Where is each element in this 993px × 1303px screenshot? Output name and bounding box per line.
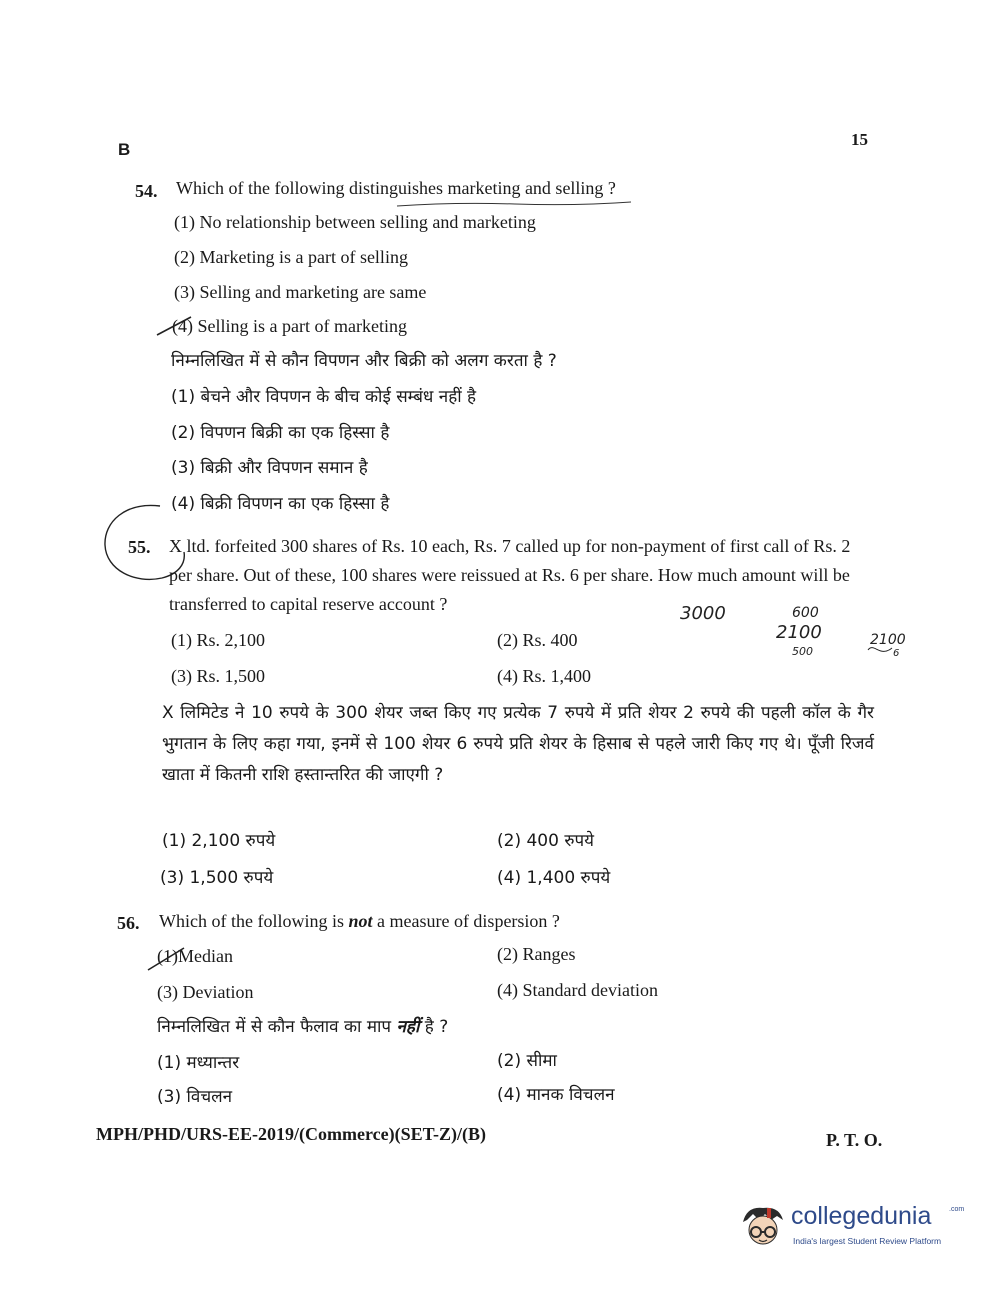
q55-option-1-hi: (1) 2,100 रुपये bbox=[162, 831, 276, 851]
q55-option-2-hi: (2) 400 रुपये bbox=[497, 831, 595, 851]
q56-option-4-hi: (4) मानक विचलन bbox=[497, 1085, 615, 1105]
q54-option-4-en bbox=[172, 316, 407, 337]
brand-tagline: India's largest Student Review Platform bbox=[793, 1236, 942, 1246]
q56-option-3-en: (3) Deviation bbox=[157, 982, 254, 1002]
q56-option-1-text: Median bbox=[178, 946, 233, 966]
q54-option-4-hi: (4) बिक्री विपणन का एक हिस्सा है bbox=[171, 494, 390, 514]
q54-question-en: Which of the following distinguishes marketing and selling ? bbox=[176, 178, 616, 198]
q54-option-1-hi: (1) बेचने और विपणन के बीच कोई सम्बंध नहीं है bbox=[171, 387, 477, 407]
q56-question-emphasis: not bbox=[348, 911, 373, 931]
handwritten-note-1: 3000 bbox=[680, 603, 726, 624]
q56-option-2-hi: (2) सीमा bbox=[497, 1051, 557, 1071]
student-mascot-icon bbox=[737, 1202, 789, 1252]
q55-number: 55. bbox=[128, 537, 151, 557]
handwritten-note-5: 2100 bbox=[870, 632, 906, 648]
tick-mark-icon-2 bbox=[144, 944, 188, 974]
q56-question-hi bbox=[157, 1014, 448, 1037]
q54-option-2-en: (2) Marketing is a part of selling bbox=[174, 247, 408, 267]
handwritten-note-4: 500 bbox=[792, 645, 813, 658]
collegedunia-watermark[interactable] bbox=[737, 1198, 965, 1258]
tick-mark-icon bbox=[155, 313, 195, 339]
page-number: 15 bbox=[851, 130, 868, 149]
series-label: B bbox=[118, 140, 131, 159]
q54-option-1-en: (1) No relationship between selling and marketing bbox=[174, 212, 536, 232]
paper-code: MPH/PHD/URS-EE-2019/(Commerce)(SET-Z)/(B) bbox=[96, 1124, 486, 1144]
handwritten-note-6: 6 bbox=[893, 648, 900, 659]
pto-label: P. T. O. bbox=[826, 1130, 883, 1150]
q54-option-4-text: Selling is a part of marketing bbox=[197, 316, 407, 336]
q54-option-3-hi: (3) बिक्री और विपणन समान है bbox=[171, 458, 368, 478]
q54-option-3-en: (3) Selling and marketing are same bbox=[174, 282, 427, 302]
q55-option-3-hi: (3) 1,500 रुपये bbox=[160, 868, 274, 888]
q55-option-4-en: (4) Rs. 1,400 bbox=[497, 666, 591, 686]
q56-question-post: a measure of dispersion ? bbox=[372, 911, 560, 931]
q56-option-1-number: (1) bbox=[157, 946, 178, 966]
q55-option-4-hi: (4) 1,400 रुपये bbox=[497, 868, 611, 888]
q56-option-1-hi: (1) मध्यान्तर bbox=[157, 1053, 240, 1073]
handwritten-note-2: 600 bbox=[792, 605, 819, 621]
q54-option-4-number: (4) bbox=[172, 316, 193, 336]
q54-underline-mark bbox=[395, 198, 635, 212]
brand-suffix: .com bbox=[949, 1206, 965, 1213]
q56-number: 56. bbox=[117, 913, 140, 933]
q54-question-hi: निम्नलिखित में से कौन विपणन और बिक्री को अलग करता है ? bbox=[171, 351, 557, 371]
brand-name: collegedunia bbox=[791, 1202, 932, 1230]
handwritten-note-3: 2100 bbox=[776, 622, 822, 643]
q56-question-hi-pre: निम्नलिखित में से कौन फैलाव का माप bbox=[157, 1017, 397, 1037]
q55-option-2-en: (2) Rs. 400 bbox=[497, 630, 578, 650]
q56-option-4-en: (4) Standard deviation bbox=[497, 980, 658, 1000]
q55-option-3-en: (3) Rs. 1,500 bbox=[171, 666, 265, 686]
q56-question-pre: Which of the following is bbox=[159, 911, 349, 931]
q55-question-en: X ltd. forfeited 300 shares of Rs. 10 each, Rs. 7 called up for non-payment of first call of Rs. 2 per share. Out of these, 100 shares were reissued at Rs. 6 per share. How much amount will be transferred to capital reserve account ? bbox=[169, 536, 851, 614]
q54-option-2-hi: (2) विपणन बिक्री का एक हिस्सा है bbox=[171, 423, 390, 443]
q56-option-3-hi: (3) विचलन bbox=[157, 1087, 233, 1107]
q56-question-hi-post: है ? bbox=[419, 1017, 449, 1037]
q56-question-hi-emphasis: नहीं bbox=[396, 1017, 420, 1037]
q55-option-1-en: (1) Rs. 2,100 bbox=[171, 630, 265, 650]
q54-number: 54. bbox=[135, 181, 158, 201]
q56-option-2-en: (2) Ranges bbox=[497, 944, 576, 964]
q56-question-en bbox=[159, 911, 560, 932]
handwritten-curve bbox=[866, 640, 896, 660]
q55-question-hi: X लिमिटेड ने 10 रुपये के 300 शेयर जब्त किए गए प्रत्येक 7 रुपये में प्रति शेयर 2 रुपये की पहली कॉल के गैर भुगतान के लिए कहा गया, इनमें से 100 शेयर 6 रुपये प्रति शेयर के हिसाब से पहले जारी किए गए थे। पूँजी रिजर्व खाता में कितनी राशि हस्तान्तरित की जाएगी ? bbox=[162, 703, 874, 785]
